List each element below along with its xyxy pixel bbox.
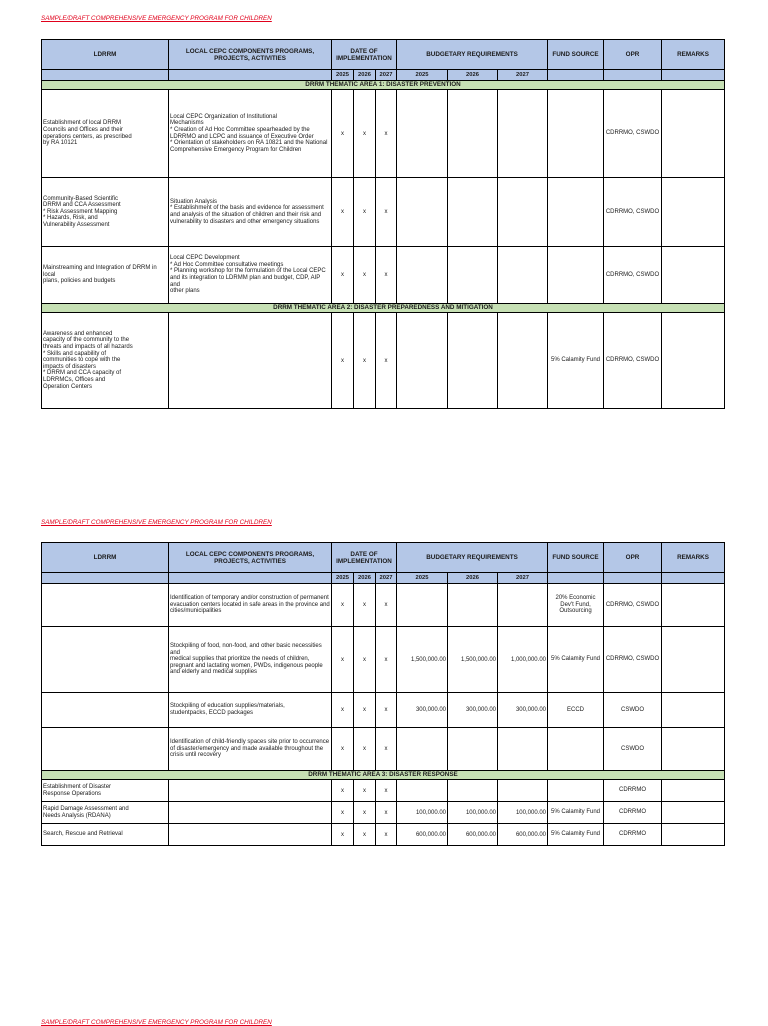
year-2025-mark: x — [332, 802, 354, 824]
table-row — [42, 584, 725, 627]
header-blank — [169, 70, 332, 81]
activity-cell — [169, 824, 332, 846]
activity-cell — [169, 313, 332, 409]
remarks-cell — [662, 824, 725, 846]
ldrrm-cell — [42, 693, 169, 728]
thematic-area-header: DRRM THEMATIC AREA 3: DISASTER RESPONSE — [42, 771, 725, 780]
header-blank — [548, 70, 604, 81]
remarks-cell — [662, 627, 725, 693]
program-table-page-1 — [41, 39, 725, 409]
year-2025-mark: x — [332, 693, 354, 728]
table-row — [42, 178, 725, 247]
opr-cell: CDRRMO, CSWDO — [604, 178, 662, 247]
year-2025-mark: x — [332, 824, 354, 846]
header-budget-2025: 2025 — [397, 70, 448, 81]
budget-2026-cell — [448, 178, 498, 247]
year-2026-mark: x — [354, 728, 376, 771]
opr-cell: CDRRMO, CSWDO — [604, 247, 662, 304]
table-row — [42, 313, 725, 409]
year-2025-mark: x — [332, 247, 354, 304]
header-blank — [662, 70, 725, 81]
opr-cell: CDRRMO, CSWDO — [604, 90, 662, 178]
table-row — [42, 780, 725, 802]
activity-cell — [169, 780, 332, 802]
year-2026-mark: x — [354, 824, 376, 846]
year-2025-mark: x — [332, 313, 354, 409]
program-table-page-2 — [41, 542, 725, 846]
year-2026-mark: x — [354, 313, 376, 409]
year-2027-mark: x — [376, 780, 397, 802]
budget-2027-cell: 1,000,000.00 — [498, 627, 548, 693]
opr-cell: CDRRMO — [604, 780, 662, 802]
page-title: SAMPLE/DRAFT COMPREHENSIVE EMERGENCY PROGRAM FOR CHILDREN — [41, 15, 272, 22]
year-2025-mark: x — [332, 90, 354, 178]
year-2025-mark: x — [332, 780, 354, 802]
year-2026-mark: x — [354, 780, 376, 802]
remarks-cell — [662, 313, 725, 409]
ldrrm-cell: Awareness and enhanced capacity of the community to the threats and impacts of all hazards * Skills and capability of communities to cope with the impacts of disasters * DRRM and CCA capacity of LDRRMCs, Offices and Operation Centers — [42, 313, 169, 409]
header-components: LOCAL CEPC COMPONENTS PROGRAMS, PROJECTS, ACTIVITIES — [169, 40, 332, 70]
year-2026-mark: x — [354, 802, 376, 824]
header-budget-2026: 2026 — [448, 70, 498, 81]
budget-2026-cell — [448, 313, 498, 409]
activity-cell: Situation Analysis * Establishment of the basis and evidence for assessment and analysis of the situation of children and their risk and vulnerability to disasters and other emergency situations — [169, 178, 332, 247]
header-year-2026: 2026 — [354, 70, 376, 81]
ldrrm-cell: Rapid Damage Assessment and Needs Analysis (RDANA) — [42, 802, 169, 824]
fund-source-cell — [548, 178, 604, 247]
header-date: DATE OF IMPLEMENTATION — [332, 543, 397, 573]
year-2025-mark: x — [332, 584, 354, 627]
budget-2027-cell — [498, 247, 548, 304]
year-2027-mark: x — [376, 693, 397, 728]
budget-2027-cell — [498, 90, 548, 178]
activity-cell: Stockpiling of education supplies/materials, studentpacks, ECCD packages — [169, 693, 332, 728]
header-year-2027: 2027 — [376, 70, 397, 81]
header-remarks: REMARKS — [662, 543, 725, 573]
header-budget-2026: 2026 — [448, 573, 498, 584]
header-blank — [169, 573, 332, 584]
header-ldrrm: LDRRM — [42, 543, 169, 573]
budget-2025-cell — [397, 313, 448, 409]
budget-2026-cell — [448, 780, 498, 802]
budget-2027-cell — [498, 584, 548, 627]
ldrrm-cell — [42, 627, 169, 693]
table-row — [42, 247, 725, 304]
ldrrm-cell: Mainstreaming and Integration of DRRM in local plans, policies and budgets — [42, 247, 169, 304]
budget-2027-cell: 100,000.00 — [498, 802, 548, 824]
year-2027-mark: x — [376, 584, 397, 627]
remarks-cell — [662, 584, 725, 627]
opr-cell: CDRRMO — [604, 824, 662, 846]
budget-2027-cell — [498, 178, 548, 247]
budget-2026-cell: 100,000.00 — [448, 802, 498, 824]
budget-2025-cell: 600,000.00 — [397, 824, 448, 846]
header-budget: BUDGETARY REQUIREMENTS — [397, 543, 548, 573]
fund-source-cell — [548, 780, 604, 802]
year-2025-mark: x — [332, 178, 354, 247]
header-date: DATE OF IMPLEMENTATION — [332, 40, 397, 70]
budget-2025-cell — [397, 584, 448, 627]
opr-cell: CDRRMO — [604, 802, 662, 824]
remarks-cell — [662, 178, 725, 247]
activity-cell: Local CEPC Development * Ad Hoc Committee consultative meetings * Planning workshop for the formulation of the Local CEPC and its integration to LDRMM plan and budget, CDP, AIP and other plans — [169, 247, 332, 304]
activity-cell: Identification of temporary and/or construction of permanent evacuation centers located in safe areas in the province and cities/municipalities — [169, 584, 332, 627]
budget-2025-cell: 100,000.00 — [397, 802, 448, 824]
table-row — [42, 824, 725, 846]
activity-cell: Local CEPC Organization of Institutional Mechanisms * Creation of Ad Hoc Committee spearheaded by the LDRRMO and LCPC and issuance of Executive Order * Orientation of stakeholders on RA 10821 and the National Comprehensive Emergency Program for Children — [169, 90, 332, 178]
fund-source-cell: 5% Calamity Fund — [548, 824, 604, 846]
header-blank — [604, 573, 662, 584]
remarks-cell — [662, 802, 725, 824]
year-2026-mark: x — [354, 584, 376, 627]
remarks-cell — [662, 780, 725, 802]
ldrrm-cell — [42, 728, 169, 771]
year-2027-mark: x — [376, 627, 397, 693]
budget-2027-cell: 300,000.00 — [498, 693, 548, 728]
year-2027-mark: x — [376, 728, 397, 771]
budget-2026-cell — [448, 90, 498, 178]
budget-2027-cell — [498, 780, 548, 802]
year-2027-mark: x — [376, 824, 397, 846]
activity-cell: Identification of child-friendly spaces site prior to occurrence of disaster/emergency and made available throughout the crisis until recovery — [169, 728, 332, 771]
header-budget-2027: 2027 — [498, 573, 548, 584]
budget-2025-cell: 1,500,000.00 — [397, 627, 448, 693]
budget-2027-cell — [498, 728, 548, 771]
year-2027-mark: x — [376, 90, 397, 178]
header-blank — [604, 70, 662, 81]
fund-source-cell: 5% Calamity Fund — [548, 802, 604, 824]
header-blank — [42, 573, 169, 584]
budget-2026-cell: 600,000.00 — [448, 824, 498, 846]
ldrrm-cell: Community-Based Scientific DRRM and CCA Assessment * Risk Assessment Mapping * Hazards, Risk, and Vulnerability Assessment — [42, 178, 169, 247]
ldrrm-cell: Search, Rescue and Retrieval — [42, 824, 169, 846]
table-row — [42, 802, 725, 824]
header-year-2027: 2027 — [376, 573, 397, 584]
ldrrm-cell — [42, 584, 169, 627]
year-2026-mark: x — [354, 693, 376, 728]
header-ldrrm: LDRRM — [42, 40, 169, 70]
year-2027-mark: x — [376, 313, 397, 409]
header-budget-2027: 2027 — [498, 70, 548, 81]
year-2027-mark: x — [376, 802, 397, 824]
fund-source-cell — [548, 247, 604, 304]
fund-source-cell: 5% Calamity Fund — [548, 313, 604, 409]
year-2027-mark: x — [376, 178, 397, 247]
year-2025-mark: x — [332, 728, 354, 771]
year-2025-mark: x — [332, 627, 354, 693]
activity-cell — [169, 802, 332, 824]
year-2026-mark: x — [354, 90, 376, 178]
header-opr: OPR — [604, 40, 662, 70]
budget-2025-cell — [397, 780, 448, 802]
year-2026-mark: x — [354, 627, 376, 693]
remarks-cell — [662, 693, 725, 728]
remarks-cell — [662, 728, 725, 771]
budget-2026-cell: 300,000.00 — [448, 693, 498, 728]
header-blank — [42, 70, 169, 81]
header-fund-source: FUND SOURCE — [548, 543, 604, 573]
opr-cell: CDRRMO, CSWDO — [604, 627, 662, 693]
year-2026-mark: x — [354, 247, 376, 304]
table-row — [42, 90, 725, 178]
ldrrm-cell: Establishment of Disaster Response Operations — [42, 780, 169, 802]
remarks-cell — [662, 247, 725, 304]
budget-2027-cell: 600,000.00 — [498, 824, 548, 846]
opr-cell: CSWDO — [604, 693, 662, 728]
budget-2025-cell — [397, 247, 448, 304]
fund-source-cell: 20% Economic Dev't Fund, Outsourcing — [548, 584, 604, 627]
budget-2027-cell — [498, 313, 548, 409]
header-year-2025: 2025 — [332, 573, 354, 584]
header-opr: OPR — [604, 543, 662, 573]
budget-2026-cell: 1,500,000.00 — [448, 627, 498, 693]
opr-cell: CDRRMO, CSWDO — [604, 584, 662, 627]
fund-source-cell — [548, 90, 604, 178]
table-row — [42, 627, 725, 693]
ldrrm-cell: Establishment of local DRRM Councils and Offices and their operations centers, as prescribed by RA 10121 — [42, 90, 169, 178]
page-title: SAMPLE/DRAFT COMPREHENSIVE EMERGENCY PROGRAM FOR CHILDREN — [41, 1019, 272, 1026]
opr-cell: CSWDO — [604, 728, 662, 771]
budget-2026-cell — [448, 584, 498, 627]
header-budget-2025: 2025 — [397, 573, 448, 584]
thematic-area-header: DRRM THEMATIC AREA 1: DISASTER PREVENTION — [42, 81, 725, 90]
activity-cell: Stockpiling of food, non-food, and other basic necessities and medical supplies that prioritize the needs of children, pregnant and lactating women, PWDs, indigenous people and elderly and medical supplies — [169, 627, 332, 693]
header-components: LOCAL CEPC COMPONENTS PROGRAMS, PROJECTS, ACTIVITIES — [169, 543, 332, 573]
header-year-2026: 2026 — [354, 573, 376, 584]
header-remarks: REMARKS — [662, 40, 725, 70]
year-2027-mark: x — [376, 247, 397, 304]
budget-2025-cell — [397, 728, 448, 771]
fund-source-cell — [548, 728, 604, 771]
thematic-area-header: DRRM THEMATIC AREA 2: DISASTER PREPAREDNESS AND MITIGATION — [42, 304, 725, 313]
opr-cell: CDRRMO, CSWDO — [604, 313, 662, 409]
header-blank — [662, 573, 725, 584]
budget-2026-cell — [448, 728, 498, 771]
budget-2025-cell — [397, 178, 448, 247]
page-title: SAMPLE/DRAFT COMPREHENSIVE EMERGENCY PROGRAM FOR CHILDREN — [41, 519, 272, 526]
header-blank — [548, 573, 604, 584]
fund-source-cell: 5% Calamity Fund — [548, 627, 604, 693]
table-row — [42, 728, 725, 771]
remarks-cell — [662, 90, 725, 178]
budget-2025-cell — [397, 90, 448, 178]
budget-2025-cell: 300,000.00 — [397, 693, 448, 728]
fund-source-cell: ECCD — [548, 693, 604, 728]
header-budget: BUDGETARY REQUIREMENTS — [397, 40, 548, 70]
budget-2026-cell — [448, 247, 498, 304]
year-2026-mark: x — [354, 178, 376, 247]
table-row — [42, 693, 725, 728]
header-year-2025: 2025 — [332, 70, 354, 81]
header-fund-source: FUND SOURCE — [548, 40, 604, 70]
